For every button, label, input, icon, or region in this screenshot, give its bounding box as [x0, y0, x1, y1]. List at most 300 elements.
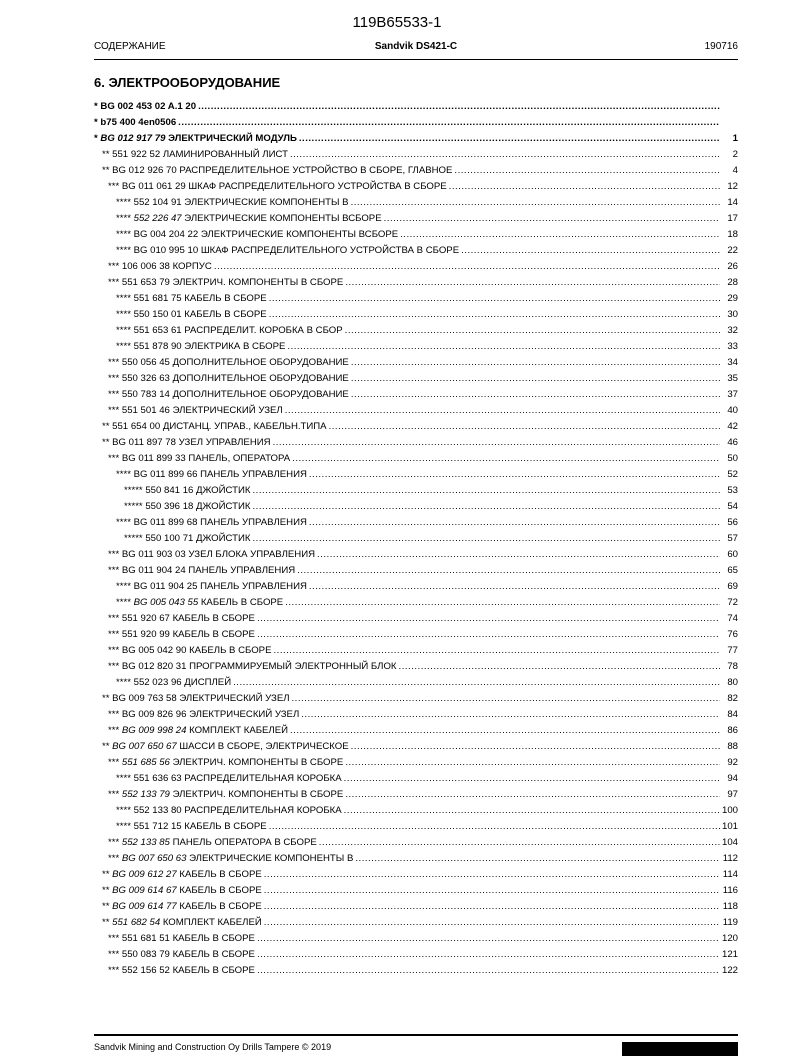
- toc-entry[interactable]: [94, 707, 738, 723]
- toc-dot-leader: [292, 691, 720, 707]
- toc-entry-title: ШАССИ В СБОРЕ, ЭЛЕКТРИЧЕСКОЕ: [179, 741, 349, 752]
- toc-entry[interactable]: [94, 403, 738, 419]
- toc-entry-title: КАБЕЛЬ В СБОРЕ: [179, 869, 262, 880]
- toc-entry-level: ****: [116, 197, 131, 208]
- toc-entry-level: *****: [124, 485, 143, 496]
- toc-entry-code: BG 011 899 33: [121, 453, 186, 464]
- toc-entry-page: 100: [721, 805, 738, 816]
- toc-entry-code: 550 056 45: [121, 357, 170, 368]
- toc-entry-label: [108, 851, 353, 867]
- toc-entry-level: **: [102, 165, 110, 176]
- toc-entry-label: [102, 691, 290, 707]
- toc-entry-page: 77: [727, 645, 738, 656]
- toc-entry-page: 104: [721, 837, 738, 848]
- toc-entry-level: ****: [116, 293, 131, 304]
- toc-entry-label: [108, 627, 255, 643]
- toc-entry-level: ***: [108, 277, 120, 288]
- toc-entry[interactable]: [94, 451, 738, 467]
- toc-entry-title: ЭЛЕКТРИЧЕСКИЙ УЗЕЛ: [179, 693, 290, 704]
- toc-entry-label: [108, 707, 299, 723]
- toc-entry-title: ЭЛЕКТРИЧЕСКИЙ УЗЕЛ: [172, 405, 283, 416]
- toc-entry[interactable]: [94, 867, 738, 883]
- toc-entry-label: [102, 419, 327, 435]
- toc-entry-label: [94, 115, 176, 131]
- toc-entry[interactable]: [94, 595, 738, 611]
- toc-entry-title: ПАНЕЛЬ УПРАВЛЕНИЯ: [200, 469, 307, 480]
- toc-entry-page: 92: [727, 757, 738, 768]
- toc-entry-page: 60: [727, 549, 738, 560]
- toc-entry-title: ПАНЕЛЬ УПРАВЛЕНИЯ: [200, 517, 307, 528]
- toc-entry-page: 37: [727, 389, 738, 400]
- toc-entry[interactable]: [94, 435, 738, 451]
- toc-entry-level: *: [94, 101, 98, 112]
- toc-dot-leader: [287, 339, 720, 355]
- toc-entry[interactable]: [94, 659, 738, 675]
- toc-entry-level: ****: [116, 229, 131, 240]
- toc-entry-label: [94, 131, 297, 147]
- toc-entry-page: 120: [721, 933, 738, 944]
- toc-dot-leader: [301, 707, 720, 723]
- toc-entry[interactable]: [94, 259, 738, 275]
- header-right: 190716: [704, 41, 738, 52]
- toc-entry-code: 551 654 00: [112, 421, 161, 432]
- toc-entry-level: **: [102, 869, 110, 880]
- toc-entry-level: ***: [108, 389, 120, 400]
- toc-entry-label: [102, 883, 262, 899]
- toc-entry-level: **: [102, 741, 110, 752]
- toc-entry-code: BG 009 614 67: [112, 885, 177, 896]
- toc-entry-label: [108, 947, 255, 963]
- toc-entry-label: [108, 403, 283, 419]
- toc-entry-label: [102, 163, 452, 179]
- toc-entry[interactable]: [94, 275, 738, 291]
- toc-dot-leader: [355, 851, 720, 867]
- toc-entry[interactable]: [94, 99, 738, 115]
- toc-entry-label: [102, 435, 271, 451]
- toc-entry[interactable]: [94, 147, 738, 163]
- toc-entry-code: 551 682 54: [112, 917, 161, 928]
- toc-entry-title: ДОПОЛНИТЕЛЬНОЕ ОБОРУДОВАНИЕ: [172, 357, 349, 368]
- toc-entry-level: ***: [108, 725, 120, 736]
- toc-dot-leader: [178, 115, 720, 131]
- toc-entry-page: 97: [727, 789, 738, 800]
- toc-entry-code: 552 133 85: [121, 837, 170, 848]
- toc-entry-label: [116, 307, 267, 323]
- toc-entry[interactable]: [94, 323, 738, 339]
- toc-entry-page: 65: [727, 565, 738, 576]
- toc-entry-level: ***: [108, 933, 120, 944]
- toc-entry-level: ***: [108, 565, 120, 576]
- toc-entry-level: ***: [108, 613, 120, 624]
- toc-entry[interactable]: [94, 243, 738, 259]
- toc-dot-leader: [253, 531, 721, 547]
- toc-entry-page: 69: [727, 581, 738, 592]
- toc-entry[interactable]: [94, 515, 738, 531]
- toc-entry-page: 101: [721, 821, 738, 832]
- toc-entry-code: 551 685 56: [121, 757, 170, 768]
- toc-entry-page: 42: [727, 421, 738, 432]
- toc-entry[interactable]: [94, 963, 738, 979]
- toc-dot-leader: [290, 723, 720, 739]
- toc-entry-code: BG 009 612 27: [112, 869, 177, 880]
- toc-entry[interactable]: [94, 563, 738, 579]
- toc-dot-leader: [233, 675, 720, 691]
- toc-entry-page: 34: [727, 357, 738, 368]
- toc-entry-page: 18: [727, 229, 738, 240]
- toc-entry-title: КАБЕЛЬ В СБОРЕ: [172, 629, 255, 640]
- toc-entry-label: [108, 451, 290, 467]
- toc-entry-page: 14: [727, 197, 738, 208]
- toc-entry-code: b75 400 4en0506: [100, 117, 177, 128]
- toc-entry[interactable]: [94, 819, 738, 835]
- toc-entry-code: 550 841 16: [145, 485, 194, 496]
- toc-dot-leader: [253, 499, 721, 515]
- toc-entry-level: ****: [116, 245, 131, 256]
- toc-entry-code: 552 133 79: [121, 789, 170, 800]
- toc-entry[interactable]: [94, 483, 738, 499]
- toc-entry-code: 551 681 51: [121, 933, 170, 944]
- toc-dot-leader: [319, 835, 720, 851]
- toc-entry-level: *: [94, 133, 98, 144]
- header-divider: [94, 59, 738, 60]
- toc-entry-page: 72: [727, 597, 738, 608]
- toc-entry-title: РАСПРЕДЕЛИТЕЛЬНАЯ КОРОБКА: [184, 805, 342, 816]
- toc-entry-code: BG 005 043 55: [133, 597, 199, 608]
- toc-entry-level: ***: [108, 405, 120, 416]
- toc-entry-level: ****: [116, 773, 131, 784]
- toc-entry-code: 551 653 61: [133, 325, 182, 336]
- toc-entry-title: КАБЕЛЬ В СБОРЕ: [172, 949, 255, 960]
- toc-entry-label: [124, 499, 251, 515]
- toc-entry-title: ЭЛЕКТРИЧ. КОМПОНЕНТЫ В СБОРЕ: [172, 757, 344, 768]
- toc-entry-label: [108, 275, 343, 291]
- toc-entry-level: ***: [108, 949, 120, 960]
- toc-entry-page: 33: [727, 341, 738, 352]
- toc-entry-title: РАСПРЕДЕЛИТЕЛЬНОЕ УСТРОЙСТВО В СБОРЕ, ГЛАВНОЕ: [179, 165, 453, 176]
- toc-entry[interactable]: [94, 419, 738, 435]
- toc-dot-leader: [273, 435, 720, 451]
- toc-entry[interactable]: [94, 787, 738, 803]
- toc-entry-code: 550 100 71: [145, 533, 194, 544]
- toc-entry[interactable]: [94, 675, 738, 691]
- toc-entry-code: 551 681 75: [133, 293, 182, 304]
- toc-entry-level: ****: [116, 677, 131, 688]
- toc-entry[interactable]: [94, 467, 738, 483]
- toc-entry[interactable]: [94, 723, 738, 739]
- toc-entry[interactable]: [94, 115, 738, 131]
- toc-entry-title: ЭЛЕКТРИЧЕСКИЕ КОМПОНЕНТЫ В: [184, 197, 349, 208]
- toc-entry[interactable]: [94, 179, 738, 195]
- toc-dot-leader: [309, 467, 720, 483]
- toc-entry-label: [108, 963, 255, 979]
- toc-entry-level: ***: [108, 709, 120, 720]
- toc-entry[interactable]: [94, 579, 738, 595]
- toc-entry-level: ***: [108, 837, 120, 848]
- toc-entry-code: 550 083 79: [121, 949, 170, 960]
- toc-entry-level: *: [94, 117, 98, 128]
- header-center: Sandvik DS421-C: [374, 41, 458, 52]
- toc-entry-level: ****: [116, 581, 131, 592]
- toc-entry[interactable]: [94, 211, 738, 227]
- toc-dot-leader: [309, 579, 720, 595]
- toc-dot-leader: [269, 307, 720, 323]
- toc-entry-label: [108, 787, 343, 803]
- toc-entry-code: 106 006 38: [121, 261, 170, 272]
- toc-entry-code: BG 007 650 63: [121, 853, 187, 864]
- toc-entry[interactable]: [94, 163, 738, 179]
- toc-entry-title: РАСПРЕДЕЛИТ. КОРОБКА В СБОР: [184, 325, 343, 336]
- toc-entry-page: 122: [721, 965, 738, 976]
- toc-dot-leader: [461, 243, 720, 259]
- toc-entry-page: 88: [727, 741, 738, 752]
- toc-entry-label: [116, 291, 267, 307]
- footer-divider: [94, 1034, 738, 1036]
- toc-entry[interactable]: [94, 195, 738, 211]
- toc-entry-page: 32: [727, 325, 738, 336]
- toc-dot-leader: [264, 915, 720, 931]
- toc-entry[interactable]: [94, 627, 738, 643]
- toc-entry-code: BG 011 899 68: [133, 517, 198, 528]
- toc-entry-page: 17: [727, 213, 738, 224]
- toc-dot-leader: [400, 227, 720, 243]
- toc-entry-code: BG 011 899 66: [133, 469, 198, 480]
- toc-entry-page: 12: [727, 181, 738, 192]
- toc-entry[interactable]: [94, 947, 738, 963]
- toc-entry-label: [116, 515, 307, 531]
- toc-entry-title: ЭЛЕКТРИЧ. КОМПОНЕНТЫ В СБОРЕ: [172, 789, 344, 800]
- toc-entry-level: **: [102, 437, 110, 448]
- toc-entry[interactable]: [94, 387, 738, 403]
- toc-dot-leader: [214, 259, 720, 275]
- toc-entry-code: BG 007 650 67: [112, 741, 177, 752]
- toc-entry[interactable]: [94, 755, 738, 771]
- toc-entry-page: 84: [727, 709, 738, 720]
- toc-entry-level: ***: [108, 853, 120, 864]
- toc-entry-code: 552 226 47: [133, 213, 182, 224]
- toc-entry-page: 94: [727, 773, 738, 784]
- toc-entry-level: ****: [116, 805, 131, 816]
- toc-entry[interactable]: [94, 803, 738, 819]
- toc-dot-leader: [299, 131, 720, 147]
- toc-entry-title: КАБЕЛЬ В СБОРЕ: [189, 645, 272, 656]
- toc-entry-title: КАБЕЛЬ В СБОРЕ: [172, 965, 255, 976]
- toc-entry[interactable]: [94, 131, 738, 147]
- toc-entry-title: КАБЕЛЬ В СБОРЕ: [172, 613, 255, 624]
- toc-entry-title: КАБЕЛЬ В СБОРЕ: [184, 309, 267, 320]
- toc-entry-title: ЭЛЕКТРИКА В СБОРЕ: [184, 341, 286, 352]
- toc-entry-title: ПАНЕЛЬ УПРАВЛЕНИЯ: [188, 565, 296, 576]
- toc-entry-title: ДОПОЛНИТЕЛЬНОЕ ОБОРУДОВАНИЕ: [172, 389, 349, 400]
- toc-entry-level: ***: [108, 453, 120, 464]
- toc-entry-level: **: [102, 901, 110, 912]
- toc-dot-leader: [351, 195, 720, 211]
- toc-entry[interactable]: [94, 371, 738, 387]
- toc-entry-label: [116, 675, 231, 691]
- toc-dot-leader: [264, 899, 720, 915]
- toc-entry-label: [108, 179, 447, 195]
- toc-entry-code: 552 156 52: [121, 965, 170, 976]
- toc-entry-title: КАБЕЛЬ В СБОРЕ: [179, 885, 262, 896]
- toc-entry-label: [102, 899, 262, 915]
- toc-entry-label: [102, 147, 288, 163]
- toc-dot-leader: [351, 371, 720, 387]
- toc-entry-level: ****: [116, 341, 131, 352]
- toc-entry-label: [108, 371, 349, 387]
- toc-entry-label: [108, 355, 349, 371]
- toc-entry-level: ***: [108, 357, 120, 368]
- toc-entry-level: **: [102, 917, 110, 928]
- toc-entry-title: ДЖОЙСТИК: [196, 533, 251, 544]
- page-header: [94, 41, 738, 55]
- toc-entry[interactable]: [94, 835, 738, 851]
- toc-entry-code: 551 653 79: [121, 277, 170, 288]
- toc-entry-label: [108, 563, 295, 579]
- toc-entry-label: [116, 803, 342, 819]
- toc-dot-leader: [454, 163, 720, 179]
- toc-entry-title: ДЖОЙСТИК: [196, 485, 251, 496]
- toc-entry[interactable]: [94, 851, 738, 867]
- toc-entry-code: BG 011 061 29: [121, 181, 186, 192]
- toc-entry-code: BG 011 904 25: [133, 581, 198, 592]
- toc-entry[interactable]: [94, 611, 738, 627]
- toc-entry-code: 550 783 14: [121, 389, 170, 400]
- toc-entry-title: ПРОГРАММИРУЕМЫЙ ЭЛЕКТРОННЫЙ БЛОК: [189, 661, 397, 672]
- toc-entry-page: 78: [727, 661, 738, 672]
- toc-dot-leader: [345, 755, 720, 771]
- toc-entry-page: 22: [727, 245, 738, 256]
- toc-dot-leader: [329, 419, 720, 435]
- toc-entry[interactable]: [94, 339, 738, 355]
- toc-entry-label: [116, 243, 459, 259]
- toc-entry-level: *****: [124, 533, 143, 544]
- toc-entry-page: 114: [722, 869, 738, 880]
- toc-entry[interactable]: [94, 931, 738, 947]
- toc-entry-page: 29: [727, 293, 738, 304]
- toc-entry-label: [108, 259, 212, 275]
- toc-entry-level: ****: [116, 597, 131, 608]
- toc-entry[interactable]: [94, 771, 738, 787]
- toc-entry[interactable]: [94, 499, 738, 515]
- toc-entry-code: 551 712 15: [133, 821, 182, 832]
- toc-entry-code: BG 009 998 24: [121, 725, 187, 736]
- toc-entry-page: 76: [727, 629, 738, 640]
- toc-entry-label: [116, 595, 283, 611]
- toc-entry-title: ПАНЕЛЬ, ОПЕРАТОРА: [188, 453, 291, 464]
- toc-dot-leader: [285, 403, 720, 419]
- toc-entry-title: ЭЛЕКТРИЧЕСКИЕ КОМПОНЕНТЫ ВСБОРЕ: [200, 229, 399, 240]
- toc-entry-title: ЛАМИНИРОВАННЫЙ ЛИСТ: [162, 149, 288, 160]
- toc-entry-title: ДИСПЛЕЙ: [184, 677, 232, 688]
- toc-entry-page: 52: [727, 469, 738, 480]
- toc-entry-label: [108, 755, 343, 771]
- toc-entry-title: УЗЕЛ УПРАВЛЕНИЯ: [178, 437, 271, 448]
- toc-entry-page: 57: [727, 533, 738, 544]
- toc-entry-code: 551 920 67: [121, 613, 170, 624]
- toc-entry-label: [108, 659, 397, 675]
- toc-entry-page: 28: [727, 277, 738, 288]
- toc-dot-leader: [351, 739, 720, 755]
- toc-entry[interactable]: [94, 643, 738, 659]
- toc-dot-leader: [345, 323, 720, 339]
- toc-entry-label: [102, 867, 262, 883]
- toc-entry-page: 53: [727, 485, 738, 496]
- toc-dot-leader: [253, 483, 721, 499]
- toc-entry-title: ДИСТАНЦ. УПРАВ., КАБЕЛЬН.ТИПА: [162, 421, 327, 432]
- toc-entry-page: 121: [721, 949, 738, 960]
- toc-entry-code: BG 009 826 96: [121, 709, 187, 720]
- toc-entry-code: 552 104 91: [133, 197, 182, 208]
- toc-entry-label: [108, 931, 255, 947]
- toc-entry-code: 552 023 96: [133, 677, 182, 688]
- toc-dot-leader: [285, 595, 720, 611]
- toc-entry-code: BG 009 614 77: [112, 901, 177, 912]
- toc-dot-leader: [344, 771, 720, 787]
- toc-entry[interactable]: [94, 915, 738, 931]
- toc-entry-title: КАБЕЛЬ В СБОРЕ: [184, 293, 267, 304]
- toc-entry-label: [116, 339, 285, 355]
- toc-entry[interactable]: [94, 291, 738, 307]
- toc-entry-level: ***: [108, 757, 120, 768]
- toc-entry-title: ЭЛЕКТРИЧЕСКИЕ КОМПОНЕНТЫ ВСБОРЕ: [184, 213, 382, 224]
- toc-entry-page: 118: [722, 901, 738, 912]
- toc-dot-leader: [257, 627, 720, 643]
- toc-entry-title: УЗЕЛ БЛОКА УПРАВЛЕНИЯ: [188, 549, 316, 560]
- toc-entry-label: [116, 467, 307, 483]
- toc-dot-leader: [269, 291, 720, 307]
- toc-entry-page: 112: [722, 853, 738, 864]
- toc-entry[interactable]: [94, 899, 738, 915]
- toc-entry-page: 54: [727, 501, 738, 512]
- toc-entry[interactable]: [94, 355, 738, 371]
- toc-entry[interactable]: [94, 227, 738, 243]
- toc-entry-code: 551 922 52: [112, 149, 161, 160]
- toc-entry-page: 40: [727, 405, 738, 416]
- toc-dot-leader: [399, 659, 720, 675]
- toc-entry[interactable]: [94, 307, 738, 323]
- toc-entry-level: ****: [116, 821, 131, 832]
- toc-entry-level: ***: [108, 181, 120, 192]
- toc-entry-page: 35: [727, 373, 738, 384]
- toc-entry-title: КОМПЛЕКТ КАБЕЛЕЙ: [162, 917, 262, 928]
- toc-entry-page: 74: [727, 613, 738, 624]
- toc-entry-title: КАБЕЛЬ В СБОРЕ: [184, 821, 267, 832]
- toc-entry-level: ***: [108, 965, 120, 976]
- toc-entry-page: 82: [727, 693, 738, 704]
- toc-entry-title: ШКАФ РАСПРЕДЕЛИТЕЛЬНОГО УСТРОЙСТВА В СБОРЕ: [200, 245, 460, 256]
- toc-entry[interactable]: [94, 883, 738, 899]
- toc-entry[interactable]: [94, 691, 738, 707]
- toc-entry[interactable]: [94, 547, 738, 563]
- toc-dot-leader: [449, 179, 720, 195]
- toc-entry-code: BG 012 820 31: [121, 661, 187, 672]
- toc-entry-label: [94, 99, 196, 115]
- toc-entry-label: [124, 531, 251, 547]
- toc-entry[interactable]: [94, 739, 738, 755]
- toc-entry-level: ***: [108, 789, 120, 800]
- toc-entry-title: ЭЛЕКТРИЧЕСКИЙ УЗЕЛ: [189, 709, 300, 720]
- toc-entry[interactable]: [94, 531, 738, 547]
- toc-entry-label: [108, 547, 315, 563]
- toc-entry-title: ШКАФ РАСПРЕДЕЛИТЕЛЬНОГО УСТРОЙСТВА В СБОРЕ: [188, 181, 447, 192]
- toc-entry-code: 551 920 99: [121, 629, 170, 640]
- toc-entry-title: ПАНЕЛЬ УПРАВЛЕНИЯ: [200, 581, 307, 592]
- toc-dot-leader: [317, 547, 720, 563]
- toc-entry-label: [124, 483, 251, 499]
- toc-entry-level: **: [102, 149, 110, 160]
- toc-dot-leader: [198, 99, 720, 115]
- header-left: СОДЕРЖАНИЕ: [94, 41, 166, 52]
- toc-entry-title: ЭЛЕКТРИЧЕСКИЕ КОМПОНЕНТЫ В: [189, 853, 354, 864]
